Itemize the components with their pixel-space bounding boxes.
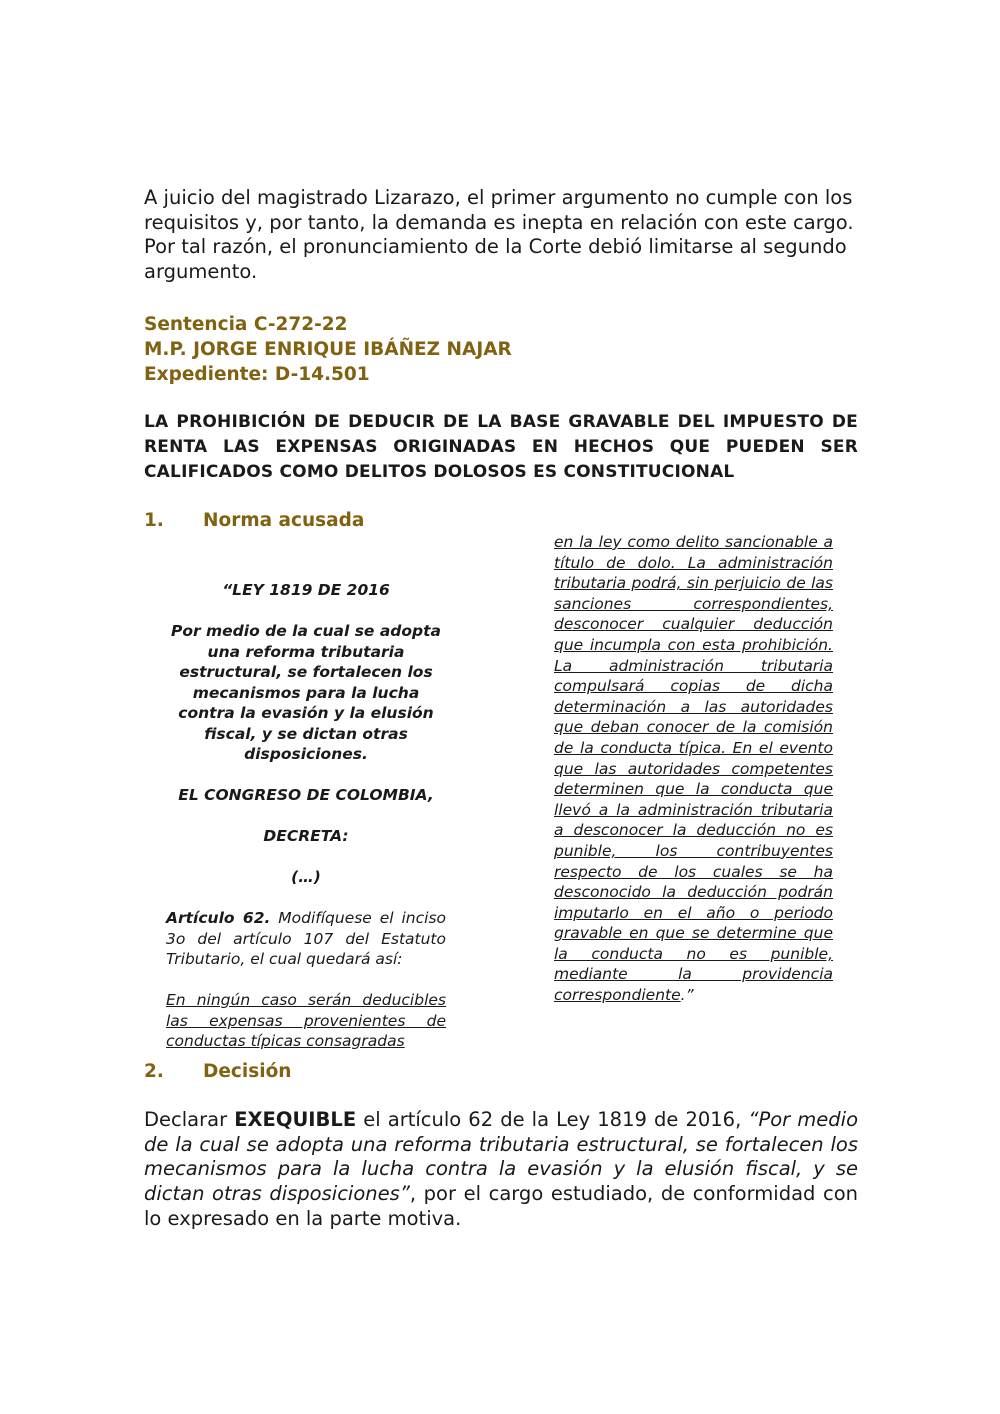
- section-number: 1.: [144, 510, 164, 531]
- underlined-text: En ningún caso serán deducibles las expensas provenientes de conductas típicas consagradas: [166, 991, 446, 1050]
- law-subtitle: Por medio de la cual se adopta una reforma tributaria estructural, se fortalecen los mecanismos para la lucha contra la evasión y la elusión fiscal, y se dictan otras disposiciones.: [170, 622, 442, 763]
- decision-paragraph: [144, 1108, 858, 1232]
- article-text: Modifíquese el inciso 3o del artículo 107 del Estatuto Tributario, el cual quedará así:: [166, 909, 446, 968]
- congress-line: EL CONGRESO DE COLOMBIA,: [178, 786, 434, 804]
- section-heading-norma: [144, 509, 644, 533]
- article-intro: [166, 908, 446, 970]
- article-label: Artículo 62.: [166, 909, 271, 927]
- law-title: “LEY 1819 DE 2016: [222, 581, 390, 599]
- decision-prefix: Declarar: [144, 1108, 235, 1131]
- section-title: Decisión: [203, 1061, 292, 1082]
- article-quote-part1: [166, 990, 446, 1052]
- underlined-text-continued: en la ley como delito sancionable a título de dolo. La administración tributaria podrá, sin perjuicio de las sanciones correspondientes, desconocer cualquier deducción que incumpla con esta prohibición. La administración tributaria compulsará copias de dicha determinación a las autoridades que deban conocer de la comisión de la conducta típica. En el evento que las autoridades competentes determinen que la conducta que llevó a la administración tributaria a desconocer la deducción no es punible, los contribuyentes respecto de los cuales se ha desconocido la deducción podrán imputarlo en el año o periodo gravable en que se determine que la conducta no es punible, mediante la providencia correspondiente: [554, 533, 833, 1005]
- magistrado-ponente: M.P. JORGE ENRIQUE IBÁÑEZ NAJAR: [144, 339, 512, 360]
- section-title: Norma acusada: [203, 510, 365, 531]
- section-heading-decision: [144, 1060, 644, 1084]
- decision-suffix: , por el cargo estudiado, de conformidad con lo expresado en la parte motiva.: [144, 1182, 858, 1230]
- ellipsis: (…): [291, 868, 321, 886]
- case-reference: [144, 312, 858, 387]
- ruling-headline: LA PROHIBICIÓN DE DEDUCIR DE LA BASE GRAVABLE DEL IMPUESTO DE RENTA LAS EXPENSAS ORIGINADAS EN HECHOS QUE PUEDEN SER CALIFICADOS COMO DELITOS DOLOSOS ES CONSTITUCIONAL: [144, 412, 858, 482]
- expediente-number: Expediente: D-14.501: [144, 364, 370, 385]
- sentencia-number: Sentencia C-272-22: [144, 314, 348, 335]
- decision-middle: el artículo 62 de la Ley 1819 de 2016,: [356, 1108, 749, 1131]
- section-number: 2.: [144, 1061, 164, 1082]
- decision-quoted-title: “Por medio de la cual se adopta una reforma tributaria estructural, se fortalecen los mecanismos para la lucha contra la evasión y la elusión fiscal, y se dictan otras disposiciones”: [144, 1108, 858, 1206]
- intro-paragraph: A juicio del magistrado Lizarazo, el primer argumento no cumple con los requisitos y, por tanto, la demanda es inepta en relación con este cargo. Por tal razón, el pronunciamiento de la Corte debió limitarse al segundo argumento.: [144, 186, 854, 283]
- norma-right-column: [554, 532, 833, 1006]
- quote-closing: .”: [680, 986, 694, 1005]
- exequible-word: EXEQUIBLE: [234, 1108, 357, 1131]
- decreta-line: DECRETA:: [263, 827, 349, 845]
- norma-left-column: [166, 580, 446, 1052]
